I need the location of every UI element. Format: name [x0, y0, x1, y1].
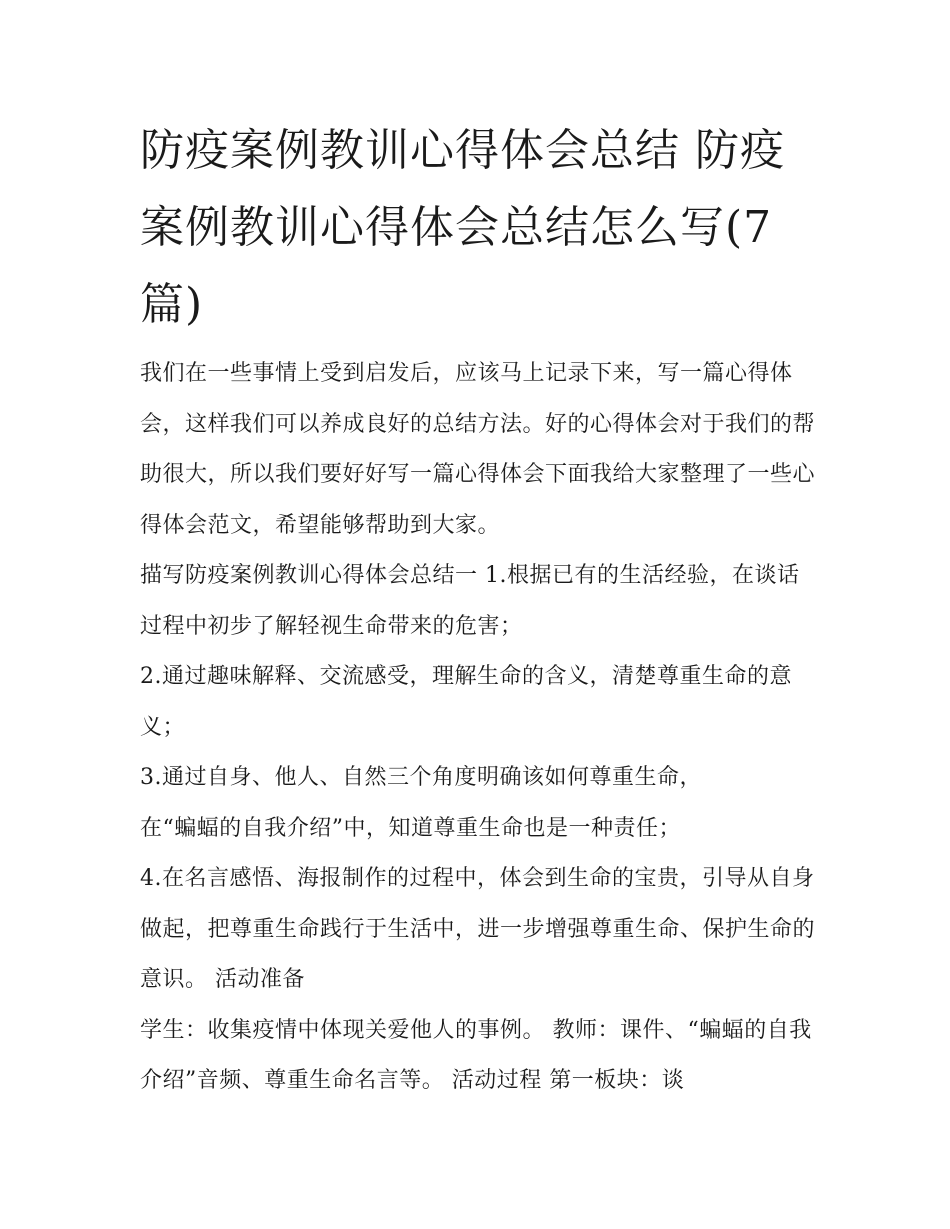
paragraph-intro: 我们在一些事情上受到启发后，应该马上记录下来，写一篇心得体会，这样我们可以养成良好的总结方法。好的心得体会对于我们的帮助很大，所以我们要好好写一篇心得体会下面我给大家整理了一些心得体会范文，希望能够帮助到大家。	[140, 361, 816, 538]
paragraph-item-2: 2.通过趣味解释、交流感受，理解生命的含义，清楚尊重生命的意义；	[140, 664, 792, 740]
document-body	[140, 349, 815, 1107]
document-title: 防疫案例教训心得体会总结 防疫案例教训心得体会总结怎么写(7篇)	[140, 125, 785, 330]
paragraph-item-3-continued: 在“蝙蝠的自我介绍”中，知道尊重生命也是一种责任；	[140, 815, 681, 841]
paragraph-preparation: 学生：收集疫情中体现关爱他人的事例。 教师：课件、“蝙蝠的自我介绍”音频、尊重生命名言等。 活动过程 第一板块：谈	[140, 1017, 812, 1093]
document-page	[140, 112, 815, 1107]
paragraph-item-3: 3.通过自身、他人、自然三个角度明确该如何尊重生命，	[140, 765, 702, 790]
paragraph-item-4: 4.在名言感悟、海报制作的过程中，体会到生命的宝贵，引导从自身做起，把尊重生命践行于生活中，进一步增强尊重生命、保护生命的意识。 活动准备	[140, 866, 816, 992]
paragraph-section-one: 描写防疫案例教训心得体会总结一 1.根据已有的生活经验，在谈话过程中初步了解轻视生命带来的危害；	[140, 563, 800, 639]
